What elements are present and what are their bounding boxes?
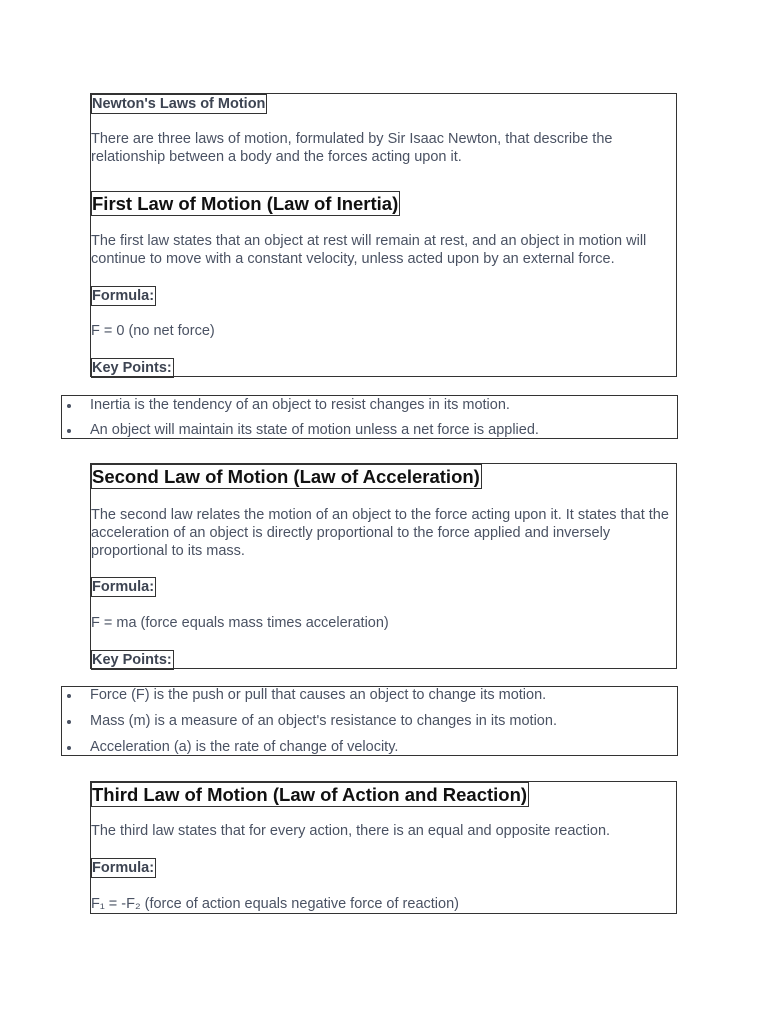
bullet-icon [67, 694, 71, 698]
first-law-key-points-label: Key Points: [92, 360, 172, 376]
bullet-icon [67, 404, 71, 408]
bullet-icon [67, 746, 71, 750]
second-law-formula: F = ma (force equals mass times acceleration) [91, 615, 389, 631]
third-law-formula-label: Formula: [92, 860, 155, 876]
key-point-text: Inertia is the tendency of an object to resist changes in its motion. [90, 397, 510, 413]
third-law-description: The third law states that for every action, there is an equal and opposite reaction. [91, 823, 611, 839]
third-law-formula: F₁ = -F₂ (force of action equals negative force of reaction) [91, 896, 459, 912]
second-law-section [90, 463, 677, 669]
first-law-key-points-list [61, 395, 678, 439]
second-law-formula-label: Formula: [92, 579, 155, 595]
first-law-section [90, 93, 677, 377]
bullet-icon [67, 429, 71, 433]
third-law-section [90, 781, 677, 914]
key-point-text: Acceleration (a) is the rate of change of velocity. [90, 739, 399, 755]
first-law-formula-label: Formula: [92, 288, 155, 304]
bullet-icon [67, 720, 71, 724]
intro-paragraph: There are three laws of motion, formulated by Sir Isaac Newton, that describe the relationship between a body and the forces acting upon it. [91, 131, 613, 165]
key-point-text: Force (F) is the push or pull that causes an object to change its motion. [90, 687, 547, 703]
document-title: Newton's Laws of Motion [92, 96, 266, 112]
second-law-key-points-label: Key Points: [92, 652, 172, 668]
third-law-heading: Third Law of Motion (Law of Action and Reaction) [92, 784, 528, 805]
second-law-heading: Second Law of Motion (Law of Acceleration) [92, 466, 480, 487]
key-point-text: Mass (m) is a measure of an object's resistance to changes in its motion. [90, 713, 557, 729]
first-law-formula: F = 0 (no net force) [91, 323, 215, 339]
second-law-key-points-list [61, 686, 678, 756]
first-law-heading: First Law of Motion (Law of Inertia) [92, 193, 399, 214]
first-law-description: The first law states that an object at rest will remain at rest, and an object in motion will continue to move with a constant velocity, unless acted upon by an external force. [91, 233, 647, 267]
key-point-text: An object will maintain its state of motion unless a net force is applied. [90, 422, 539, 438]
second-law-description: The second law relates the motion of an object to the force acting upon it. It states that the acceleration of an object is directly proportional to the force applied and inversely proportional to its mass. [91, 507, 669, 559]
